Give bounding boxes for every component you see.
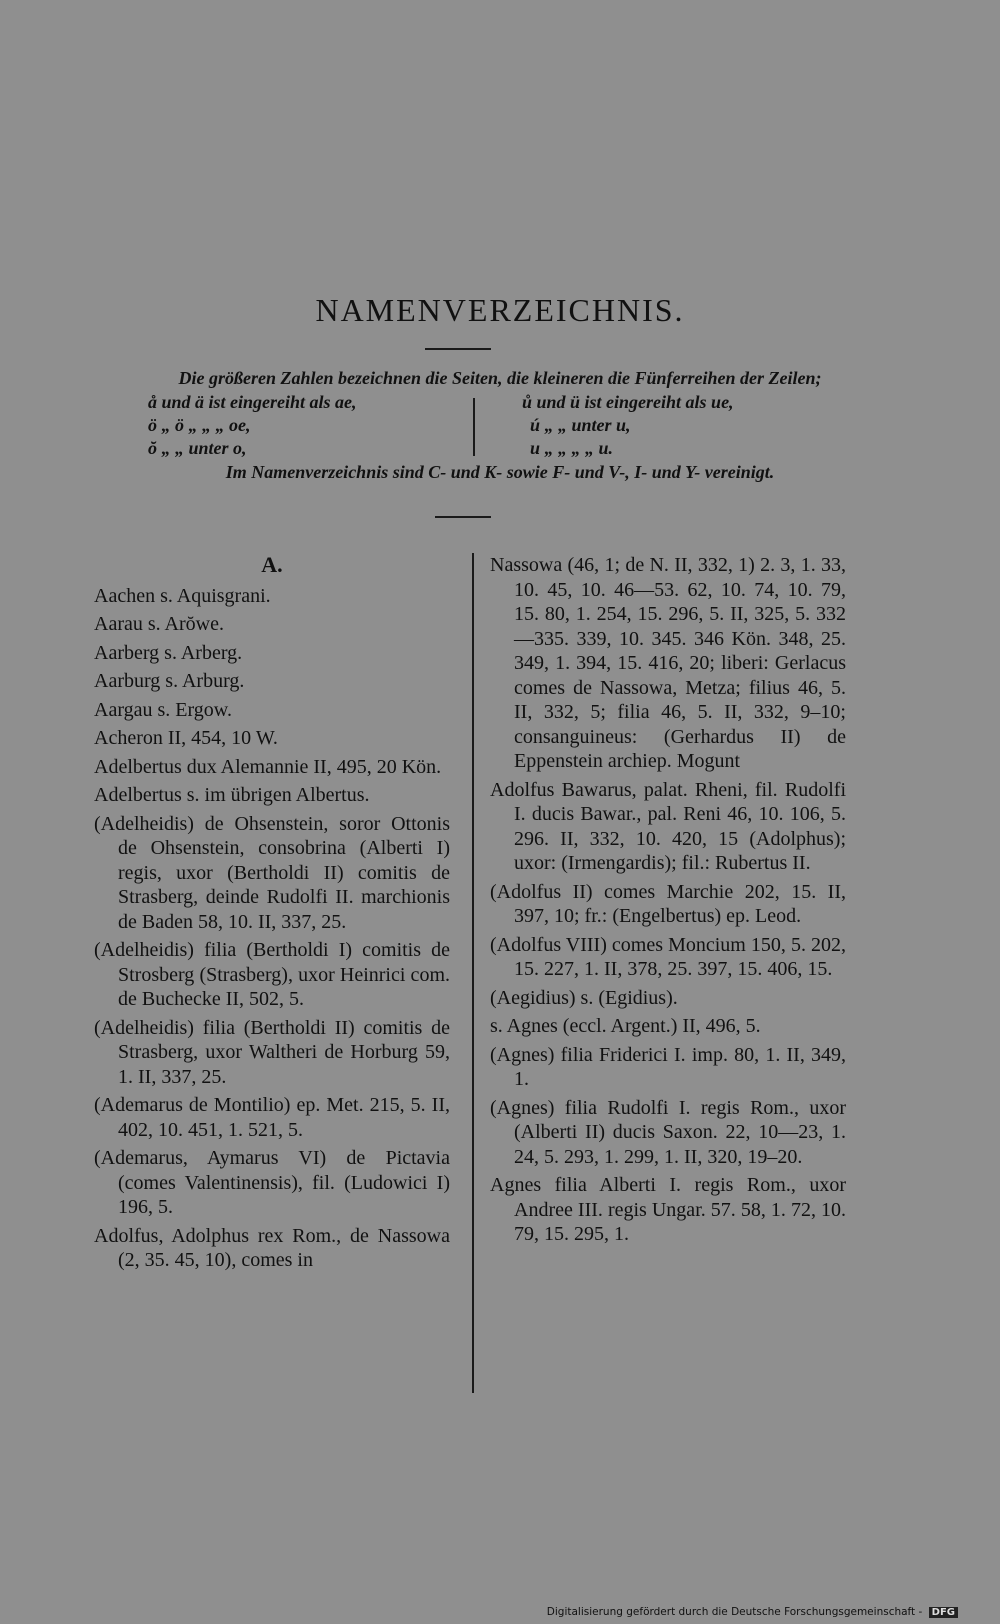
index-entry: (Adolfus VIII) comes Moncium 150, 5. 202, 15. 227, 1. II, 378, 25. 397, 15. 406, 15. bbox=[490, 933, 846, 980]
footer-credit bbox=[547, 1606, 958, 1618]
index-entry: Aarberg s. Arberg. bbox=[94, 641, 243, 664]
index-entry: Aargau s. Ergow. bbox=[94, 698, 232, 721]
index-entry: (Ademarus de Montilio) ep. Met. 215, 5. II, 402, 10. 451, 1. 521, 5. bbox=[94, 1094, 450, 1141]
index-entry: (Adelheidis) de Ohsenstein, soror Ottonis de Ohsenstein, consobrina (Alberti I) regis, uxor (Bertholdi II) comitis de Strasberg, deinde Rudolfi II. marchionis de Baden 58, 10. II, 337, 25. bbox=[94, 812, 450, 933]
index-entry: Nassowa (46, 1; de N. II, 332, 1) 2. 3, 1. 33, 10. 45, 10. 46—53. 62, 10. 74, 10. 79, 15. 80, 1. 254, 15. 296, 5. II, 325, 5. 332—335. 339, 10. 345. 346 Kön. 348, 25. 349, 1. 394, 15. 416, 20; liberi: Gerlacus comes de Nassowa, Metza; filius 46, 5. II, 332, 5; filia 46, 5. II, 332, 9–10; consanguineus: (Gerhardus II) de Eppenstein archiep. Mogunt bbox=[490, 554, 846, 772]
index-entry: Acheron II, 454, 10 W. bbox=[94, 727, 278, 749]
index-entry: Aarburg s. Arburg. bbox=[94, 670, 245, 692]
intro-divider-bottom bbox=[435, 516, 491, 518]
section-letter: A. bbox=[261, 552, 283, 577]
index-entry: Adelbertus dux Alemannie II, 495, 20 Kön. bbox=[94, 755, 442, 778]
intro-line-1: Die größeren Zahlen bezeichnen die Seiten, die kleineren die Fünferreihen der Zeilen; bbox=[178, 368, 822, 388]
intro-right-2: ú „ „ unter u, bbox=[530, 415, 631, 435]
left-column bbox=[94, 553, 450, 1277]
intro-left-1: å und ä ist eingereiht als ae, bbox=[148, 392, 357, 412]
intro-right-1: ů und ü ist eingereiht als ue, bbox=[522, 392, 734, 412]
intro-divider bbox=[473, 398, 475, 456]
intro-left-2: ö „ ö „ „ „ oe, bbox=[148, 415, 251, 435]
index-entry: Adelbertus s. im übrigen Albertus. bbox=[94, 784, 370, 806]
column-divider bbox=[472, 553, 474, 1393]
title-divider bbox=[425, 348, 491, 350]
index-entry: Aachen s. Aquisgrani. bbox=[94, 584, 271, 607]
intro-left-3: ŏ „ „ unter o, bbox=[148, 438, 247, 458]
index-entry: (Adelheidis) filia (Bertholdi II) comitis de Strasberg, uxor Waltheri de Horburg 59, 1. II, 337, 25. bbox=[94, 1016, 450, 1088]
index-entry: s. Agnes (eccl. Argent.) II, 496, 5. bbox=[490, 1015, 761, 1037]
intro-line-last: Im Namenverzeichnis sind C- und K- sowie F- und V-, I- und Y- vereinigt. bbox=[225, 462, 775, 482]
index-entry: (Ademarus, Aymarus VI) de Pictavia (comes Valentinensis), fil. (Ludowici I) 196, 5. bbox=[94, 1147, 450, 1218]
index-entry: (Adolfus II) comes Marchie 202, 15. II, 397, 10; fr.: (Engelbertus) ep. Leod. bbox=[490, 880, 846, 927]
intro-right-3: u „ „ „ „ u. bbox=[530, 438, 614, 458]
index-entry: Adolfus, Adolphus rex Rom., de Nassowa (2, 35. 45, 10), comes in bbox=[94, 1224, 450, 1271]
dfg-logo: DFG bbox=[929, 1607, 958, 1618]
index-entry: (Agnes) filia Rudolfi I. regis Rom., uxor (Alberti II) ducis Saxon. 22, 10—23, 1. 24, 5. 293, 1. 299, 1. II, 320, 19–20. bbox=[490, 1096, 846, 1168]
index-entry: (Agnes) filia Friderici I. imp. 80, 1. II, 349, 1. bbox=[490, 1043, 846, 1090]
page-title: NAMENVERZEICHNIS. bbox=[315, 292, 685, 328]
index-entry: (Aegidius) s. (Egidius). bbox=[490, 986, 678, 1009]
index-entry: Aarau s. Arŏwe. bbox=[94, 613, 224, 635]
right-column bbox=[490, 553, 846, 1251]
index-entry: Adolfus Bawarus, palat. Rheni, fil. Rudolfi I. ducis Bawar., pal. Reni 46, 10. 106, 5. 296. II, 332, 10. 420, 15 (Adolphus); uxor: (Irmengardis); fil.: Rubertus II. bbox=[490, 778, 846, 874]
index-entry: (Adelheidis) filia (Bertholdi I) comitis de Strosberg (Strasberg), uxor Heinrici com. de Buchecke II, 502, 5. bbox=[94, 939, 450, 1010]
index-entry: Agnes filia Alberti I. regis Rom., uxor Andree III. regis Ungar. 57. 58, 1. 72, 10. 79, 15. 295, 1. bbox=[490, 1174, 846, 1245]
footer-text: Digitalisierung gefördert durch die Deutsche Forschungsgemeinschaft - bbox=[546, 1606, 923, 1618]
